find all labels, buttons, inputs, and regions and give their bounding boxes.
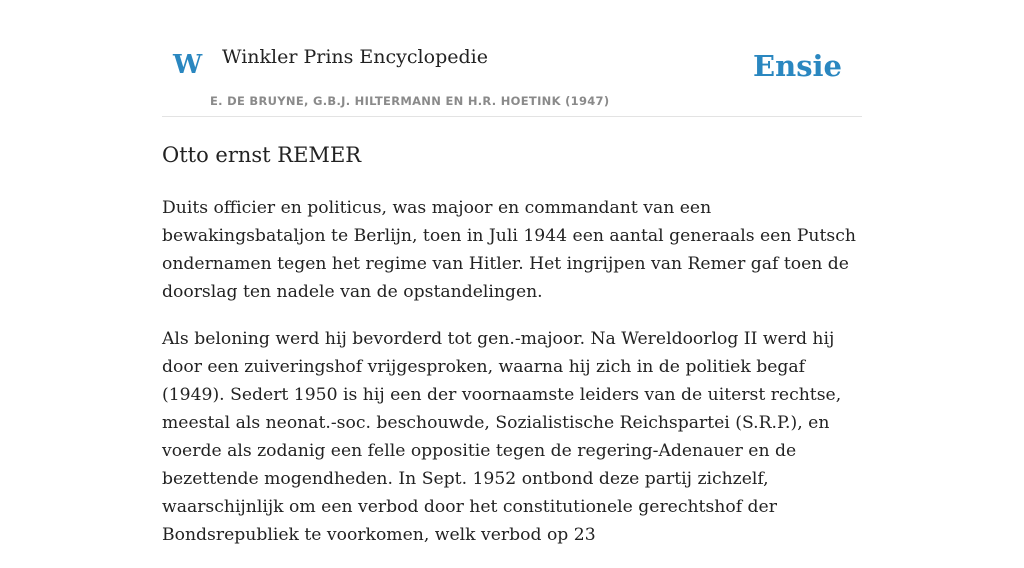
article-paragraph-1: Duits officier en politicus, was majoor en commandant van een bewakingsbataljon te Berlijn, toen in Juli 1944 een aantal generaals een Putsch ondernamen tegen het regime van Hitler. Het ingrijpen van Remer gaf toen de doorslag ten nadele van de opstandelingen. <box>162 198 856 302</box>
article-content <box>162 140 864 568</box>
source-logo-icon[interactable]: W <box>173 50 203 80</box>
article-paragraph-2: Als beloning werd hij bevorderd tot gen.-majoor. Na Wereldoorlog II werd hij door een zuiveringshof vrijgesproken, waarna hij zich in de politiek begaf (1949). Sedert 1950 is hij een der voornaamste leiders van de uiterst rechtse, meestal als neonat.-soc. beschouwde, Sozialistische Reichspartei (S.R.P.), en voerde als zodanig een felle oppositie tegen de regering-Adenauer en de bezettende mogendheden. In Sept. 1952 ontbond deze partij zichzelf, waarschijnlijk om een verbod door het constitutionele gerechtshof der Bondsrepubliek te voorkomen, welk verbod op 23 <box>162 329 842 545</box>
source-title[interactable]: Winkler Prins Encyclopedie <box>222 46 488 68</box>
source-authors: E. DE BRUYNE, G.B.J. HILTERMANN EN H.R. HOETINK (1947) <box>210 94 610 108</box>
brand-logo[interactable]: Ensie <box>753 49 842 83</box>
source-header <box>162 0 862 117</box>
article-title: Otto ernst REMER <box>162 143 362 167</box>
